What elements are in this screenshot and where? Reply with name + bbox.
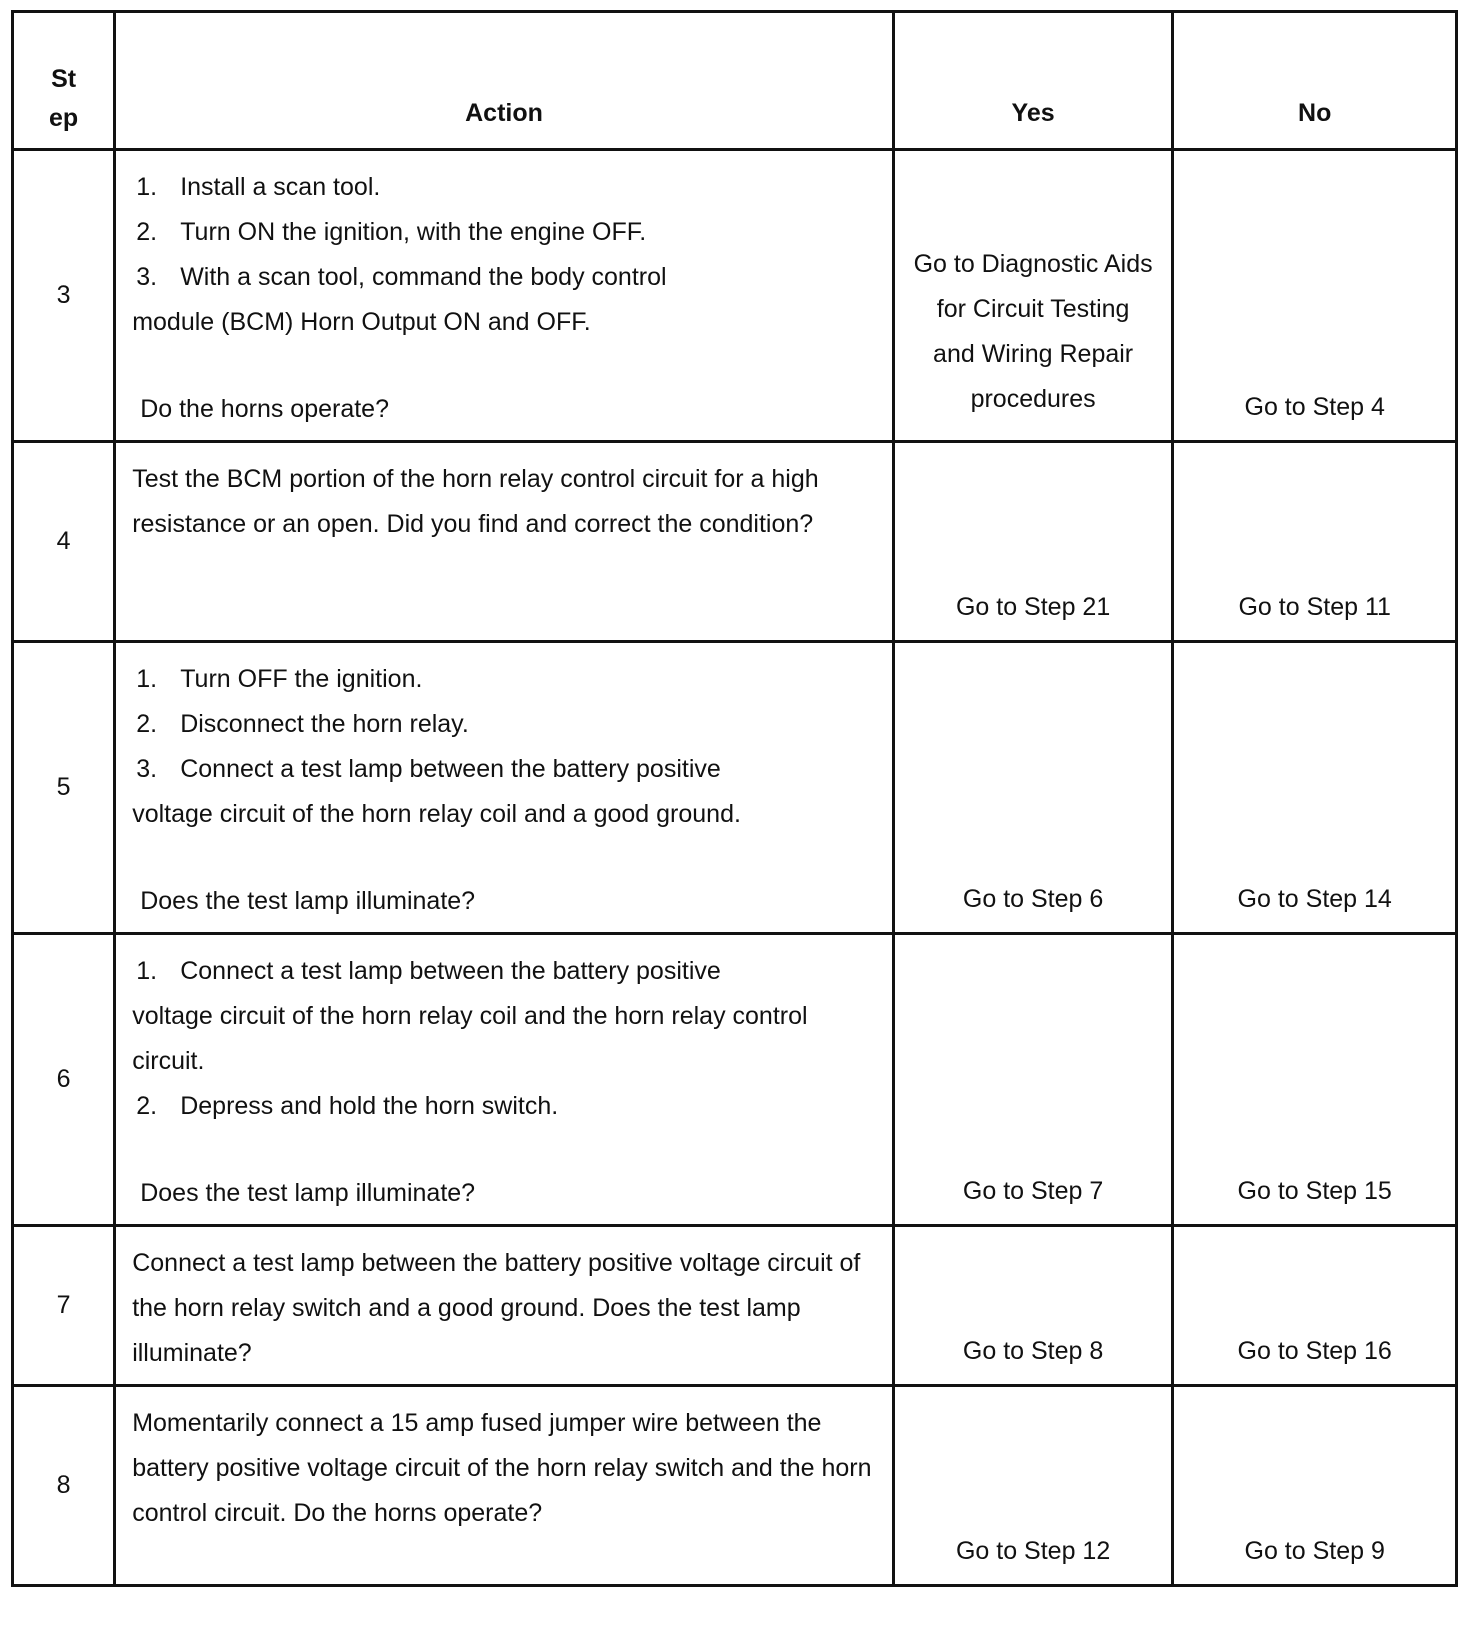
step-number: 8 <box>13 1386 115 1586</box>
header-step <box>13 12 115 150</box>
step-number: 4 <box>13 442 115 642</box>
action-cell <box>115 934 894 1226</box>
table-row <box>13 934 1457 1226</box>
yes-cell <box>893 150 1173 442</box>
step-number: 5 <box>13 642 115 934</box>
action-item: 3. With a scan tool, command the body control <box>136 263 667 291</box>
no-cell: Go to Step 14 <box>1173 642 1457 934</box>
yes-cell: Go to Step 21 <box>893 442 1173 642</box>
action-item: 2. Disconnect the horn relay. <box>136 710 469 738</box>
action-question: Does the test lamp illuminate? <box>140 887 476 915</box>
step-number: 3 <box>13 150 115 442</box>
header-step-line1: St <box>51 65 77 93</box>
yes-cell: Go to Step 6 <box>893 642 1173 934</box>
header-step-line2: ep <box>49 104 79 132</box>
table-row <box>13 150 1457 442</box>
action-cell <box>115 150 894 442</box>
yes-line: Go to Diagnostic Aids <box>913 249 1153 278</box>
header-no: No <box>1173 12 1457 150</box>
action-question: Does the test lamp illuminate? <box>140 1179 476 1207</box>
action-cell: Connect a test lamp between the battery positive voltage circuit of the horn relay switch and a good ground. Does the test lamp illuminate? <box>115 1226 894 1386</box>
action-item: 1. Connect a test lamp between the battery positive <box>136 957 721 985</box>
table-row <box>13 1226 1457 1386</box>
yes-cell: Go to Step 7 <box>893 934 1173 1226</box>
no-cell: Go to Step 9 <box>1173 1386 1457 1586</box>
action-item: 2. Depress and hold the horn switch. <box>136 1092 559 1120</box>
yes-line: and Wiring Repair <box>933 339 1134 368</box>
no-cell: Go to Step 15 <box>1173 934 1457 1226</box>
action-item: 1. Install a scan tool. <box>136 173 381 201</box>
header-action: Action <box>115 12 894 150</box>
action-cell <box>115 642 894 934</box>
table-row <box>13 1386 1457 1586</box>
yes-cell: Go to Step 12 <box>893 1386 1173 1586</box>
action-cell: Test the BCM portion of the horn relay control circuit for a high resistance or an open. Did you find and correct the condition? <box>115 442 894 642</box>
action-question: Do the horns operate? <box>140 395 389 423</box>
diagnostic-table <box>11 10 1458 1587</box>
no-cell: Go to Step 11 <box>1173 442 1457 642</box>
action-item: 1. Turn OFF the ignition. <box>136 665 423 693</box>
step-number: 6 <box>13 934 115 1226</box>
yes-line: for Circuit Testing <box>936 294 1130 323</box>
action-item-continuation: module (BCM) Horn Output ON and OFF. <box>132 308 591 336</box>
header-row <box>13 12 1457 150</box>
step-number: 7 <box>13 1226 115 1386</box>
action-item-continuation: voltage circuit of the horn relay coil and the horn relay control circuit. <box>132 1002 808 1075</box>
action-item: 2. Turn ON the ignition, with the engine OFF. <box>136 218 647 246</box>
table-row <box>13 642 1457 934</box>
action-item: 3. Connect a test lamp between the battery positive <box>136 755 721 783</box>
no-cell: Go to Step 16 <box>1173 1226 1457 1386</box>
action-item-continuation: voltage circuit of the horn relay coil and a good ground. <box>132 800 741 828</box>
table-row <box>13 442 1457 642</box>
yes-cell: Go to Step 8 <box>893 1226 1173 1386</box>
no-cell: Go to Step 4 <box>1173 150 1457 442</box>
yes-line: procedures <box>970 384 1096 413</box>
header-yes: Yes <box>893 12 1173 150</box>
action-cell: Momentarily connect a 15 amp fused jumper wire between the battery positive voltage circuit of the horn relay switch and the horn control circuit. Do the horns operate? <box>115 1386 894 1586</box>
